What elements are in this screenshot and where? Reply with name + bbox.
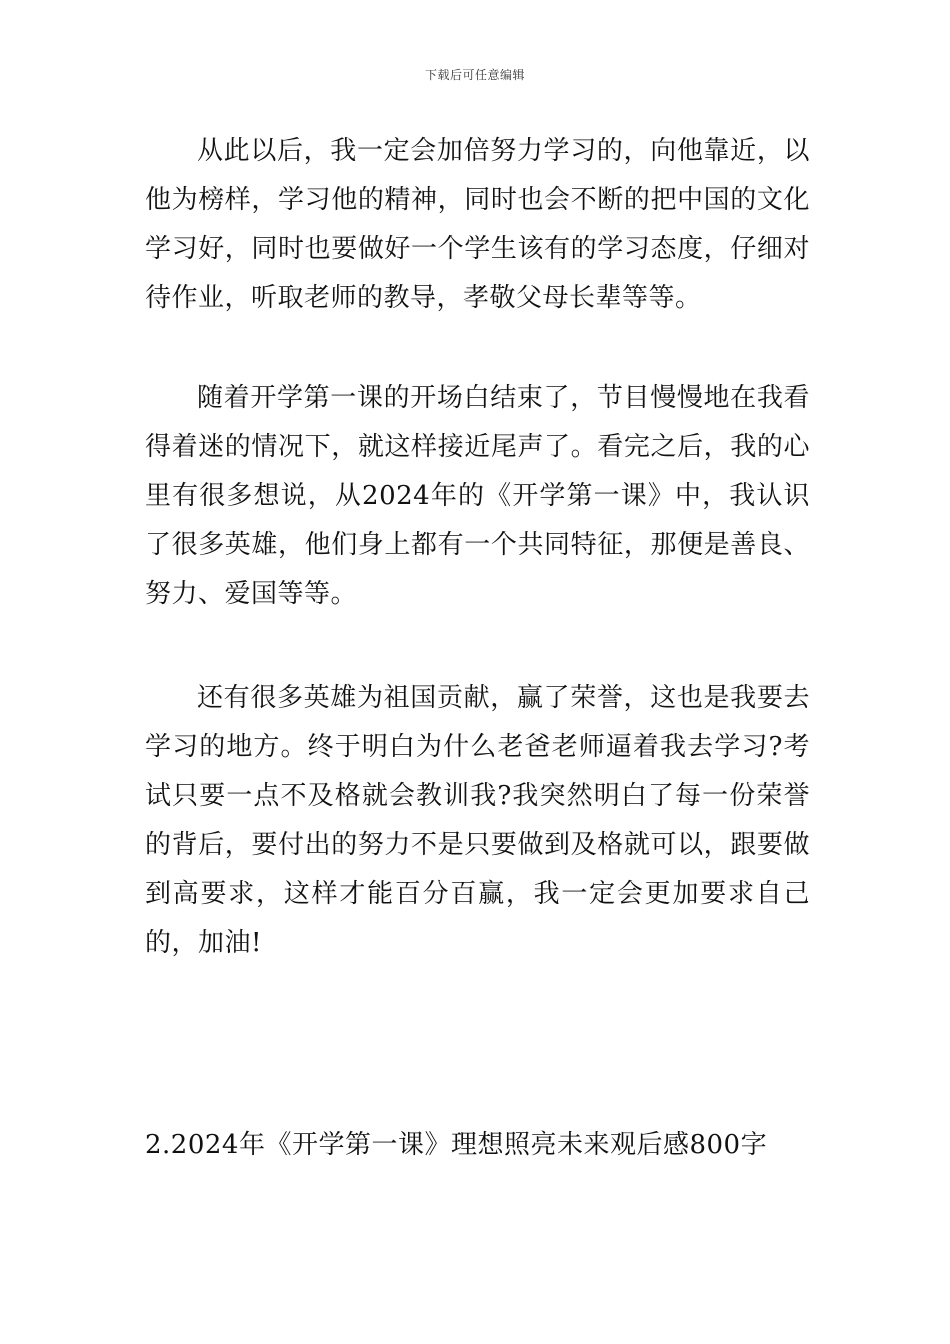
section-heading: 2.2024年《开学第一课》理想照亮未来观后感800字: [145, 1130, 768, 1160]
paragraph-1: 从此以后，我一定会加倍努力学习的，向他靠近，以他为榜样，学习他的精神，同时也会不断的把中国的文化学习好，同时也要做好一个学生该有的学习态度，仔细对待作业，听取老师的教导，孝敬父母长辈等等。: [145, 136, 810, 313]
header-note: 下载后可任意编辑: [424, 68, 525, 82]
paragraph-3: 还有很多英雄为祖国贡献，赢了荣誉，这也是我要去学习的地方。终于明白为什么老爸老师逼着我去学习?考试只要一点不及格就会教训我?我突然明白了每一份荣誉的背后，要付出的努力不是只要做到及格就可以，跟要做到高要求，这样才能百分百赢，我一定会更加要求自己的，加油!: [145, 683, 810, 958]
paragraph-2: 随着开学第一课的开场白结束了，节目慢慢地在我看得着迷的情况下，就这样接近尾声了。看完之后，我的心里有很多想说，从2024年的《开学第一课》中，我认识了很多英雄，他们身上都有一个共同特征，那便是善良、努力、爱国等等。: [145, 383, 810, 609]
